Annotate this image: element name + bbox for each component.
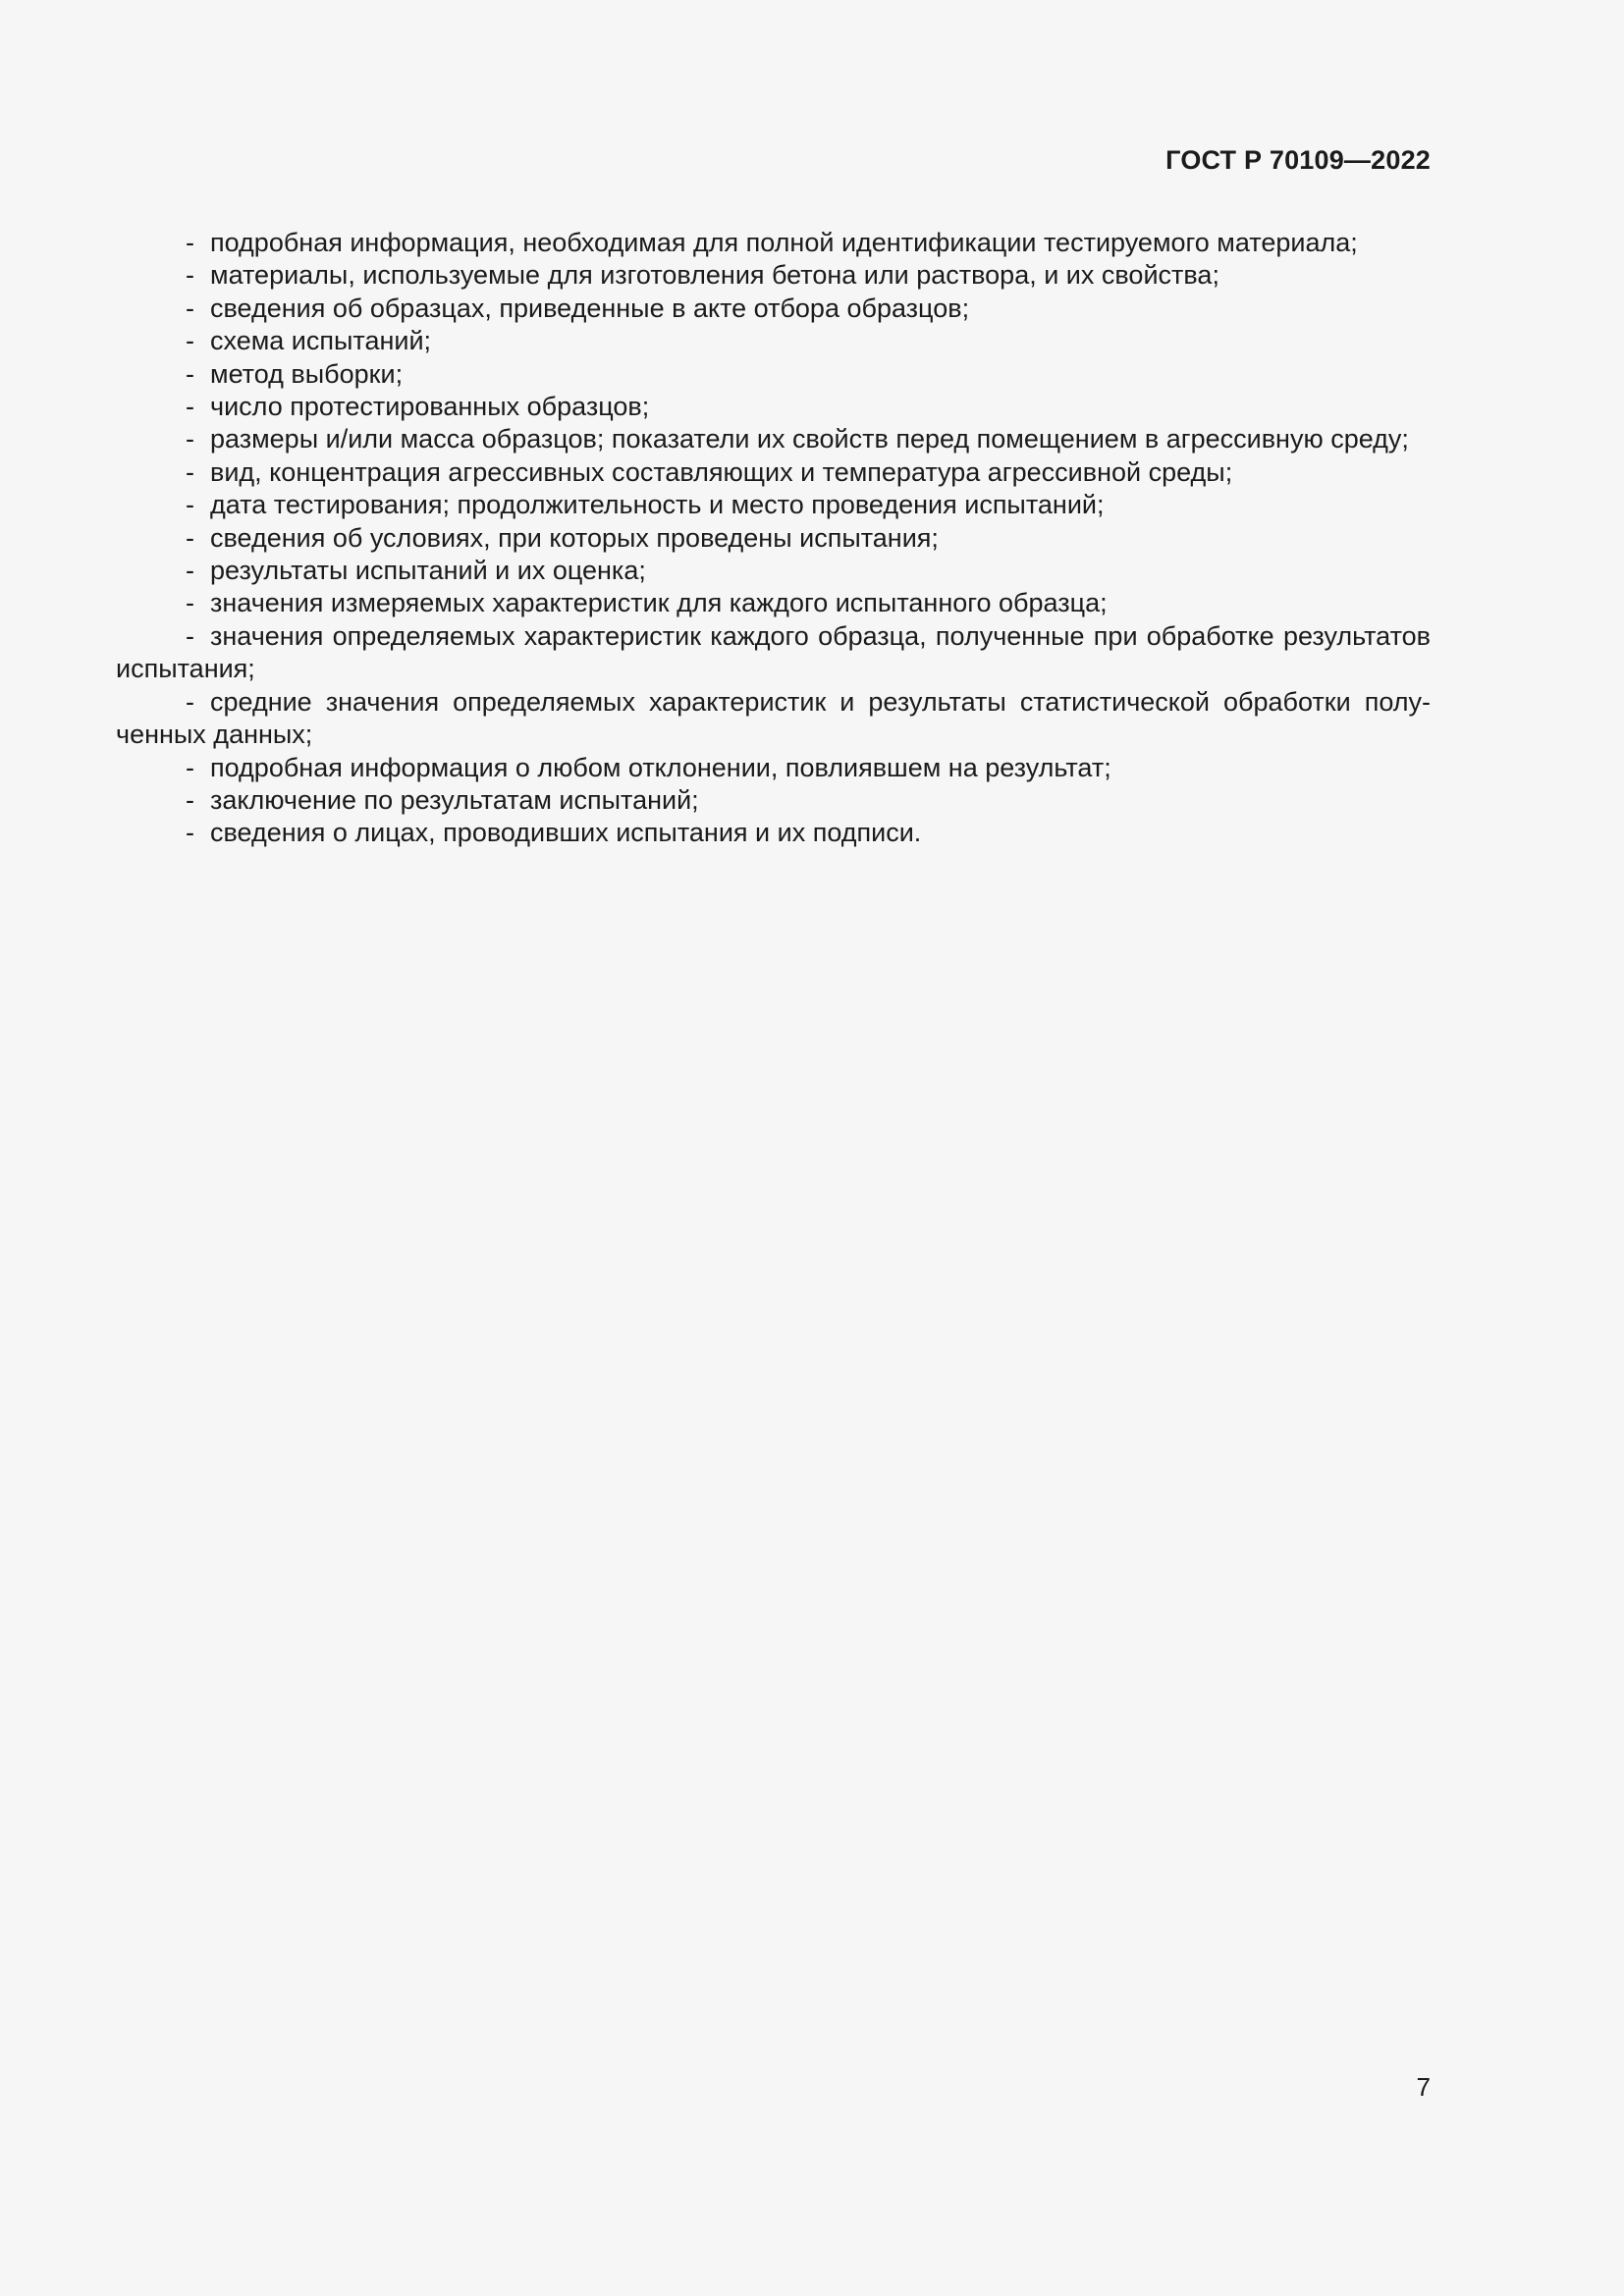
list-marker: - (186, 358, 194, 389)
list-item (116, 325, 1431, 357)
list-marker: - (186, 588, 194, 618)
list-marker: - (186, 228, 194, 257)
list-item-text: метод выборки; (210, 358, 404, 389)
list-item-text: размеры и/или масса образцов; показатели их свойств перед помещением в агрессивную среду; (210, 424, 1409, 454)
list-item (116, 391, 1431, 423)
list-item (116, 456, 1431, 489)
list-item-text: подробная информация, необходимая для полной идентификации тестируемого материала; (210, 228, 1358, 257)
list-item (116, 293, 1431, 325)
list-item (116, 620, 1431, 686)
list-item (116, 817, 1431, 849)
list-item-text: число протестированных образцов; (210, 392, 650, 422)
list-item (116, 358, 1431, 391)
list-item-text: значения измеряемых характеристик для каждого испытанного образца; (210, 588, 1108, 618)
list-item (116, 423, 1431, 455)
list-item (116, 259, 1431, 292)
list-marker: - (186, 424, 194, 454)
requirements-list (116, 227, 1431, 850)
document-code: ГОСТ Р 70109—2022 (1165, 145, 1431, 175)
list-item-text: дата тестирования; продолжительность и место проведения испытаний; (210, 490, 1105, 520)
list-item (116, 686, 1431, 752)
list-item-text: сведения о лицах, проводивших испытания и их подписи. (210, 818, 922, 848)
list-item-text: сведения об образцах, приведенные в акте отбора образцов; (210, 293, 970, 323)
list-item (116, 489, 1431, 521)
list-marker: - (186, 620, 194, 651)
list-marker: - (186, 490, 194, 520)
page-number: 7 (1416, 2072, 1431, 2102)
list-marker: - (186, 752, 194, 782)
list-marker: - (186, 456, 194, 487)
list-marker: - (186, 260, 194, 291)
list-marker: - (186, 818, 194, 848)
list-item-text: результаты испытаний и их оценка; (210, 556, 646, 586)
list-item (116, 784, 1431, 817)
list-item (116, 227, 1431, 259)
list-item-text: средние значения определяемых характеристик и результаты статистической обработки полученных данных; (116, 686, 1431, 750)
list-item-text: значения определяемых характеристик каждого образца, полученные при обработке результатов испытания; (116, 620, 1431, 684)
list-marker: - (186, 686, 194, 717)
list-item-text: схема испытаний; (210, 326, 432, 356)
list-marker: - (186, 784, 194, 815)
list-item (116, 555, 1431, 587)
list-marker: - (186, 326, 194, 356)
list-item (116, 522, 1431, 555)
list-item-text: подробная информация о любом отклонении, повлиявшем на результат; (210, 752, 1111, 782)
list-marker: - (186, 392, 194, 422)
list-item (116, 752, 1431, 784)
list-item-text: материалы, используемые для изготовления бетона или раствора, и их свойства; (210, 260, 1219, 291)
list-item-text: сведения об условиях, при которых проведены испытания; (210, 522, 939, 553)
list-item-text: вид, концентрация агрессивных составляющих и температура агрессивной среды; (210, 456, 1233, 487)
list-item-text: заключение по результатам испытаний; (210, 784, 699, 815)
list-item (116, 587, 1431, 619)
list-marker: - (186, 556, 194, 586)
list-marker: - (186, 522, 194, 553)
list-marker: - (186, 293, 194, 323)
